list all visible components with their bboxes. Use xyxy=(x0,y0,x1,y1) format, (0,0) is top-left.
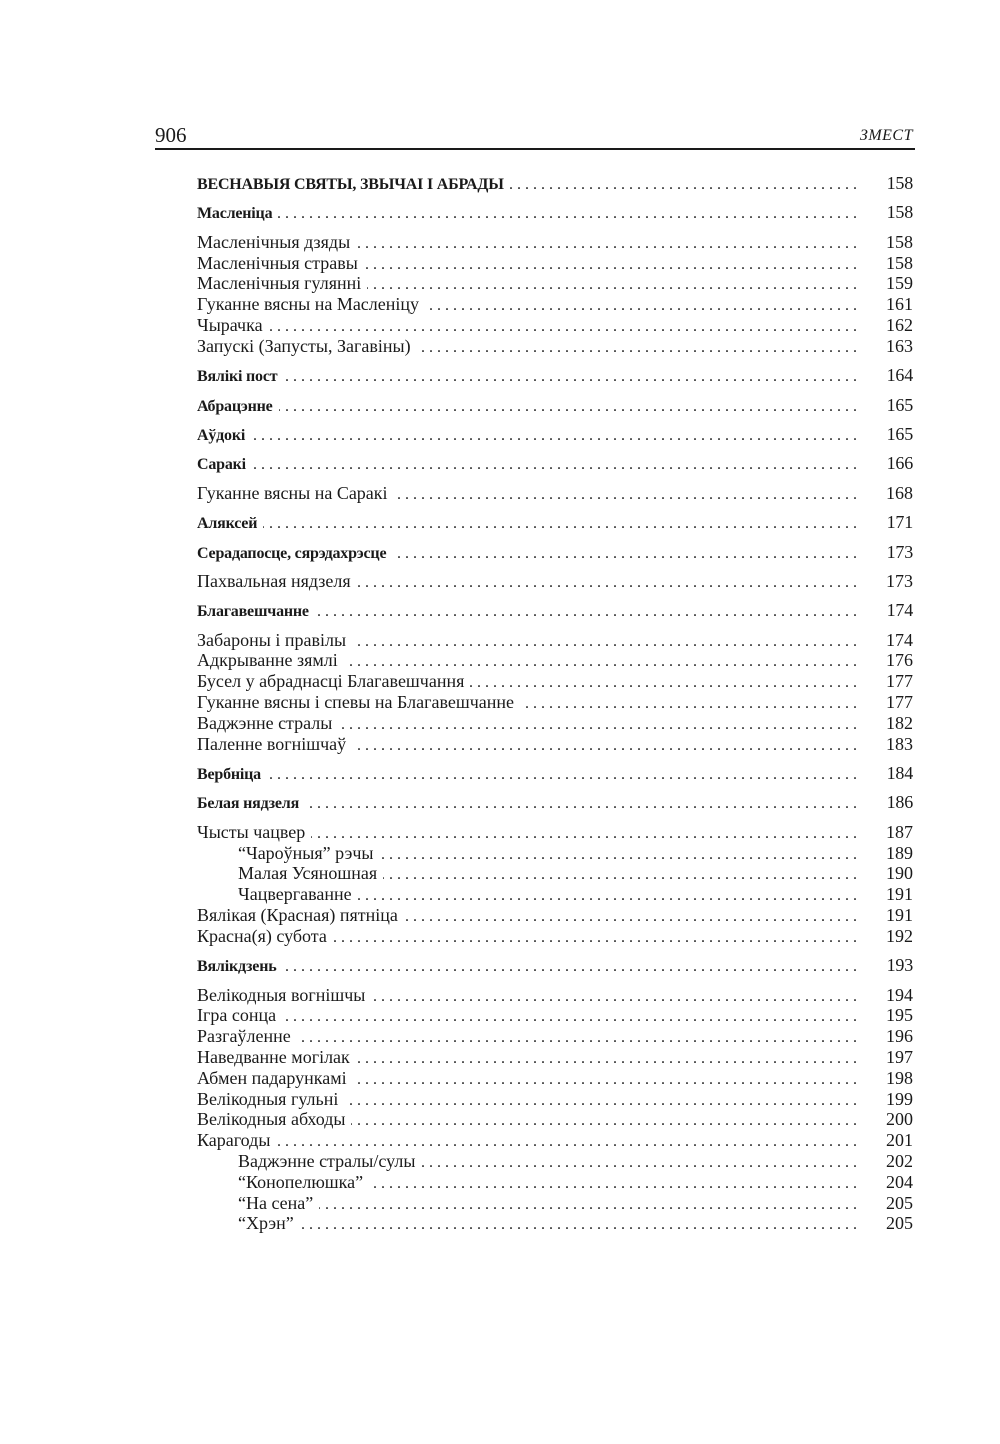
dot-leader xyxy=(380,845,858,866)
toc-entry[interactable] xyxy=(197,863,913,884)
toc-entry-title: Серадапосце, сярэдахрэсце xyxy=(197,544,387,562)
toc-entry-title: Масленічныя дзяды xyxy=(197,231,351,252)
toc-entry-title: Чысты чацвер xyxy=(197,821,306,842)
toc-entry-title: Аўдокі xyxy=(197,426,246,444)
toc-entry[interactable] xyxy=(197,453,913,474)
toc-entry[interactable] xyxy=(197,1193,913,1214)
dot-leader xyxy=(369,1174,857,1195)
toc-entry-title: Вялікая (Красная) пятніца xyxy=(197,905,398,926)
dot-leader xyxy=(394,485,857,506)
toc-entry[interactable] xyxy=(197,985,913,1006)
toc-entry-page: 198 xyxy=(886,1067,913,1088)
toc-entry-page: 193 xyxy=(886,955,913,976)
toc-entry-page: 186 xyxy=(886,792,913,813)
toc-entry-title: Масленіца xyxy=(197,205,273,223)
toc-entry[interactable] xyxy=(197,202,913,223)
toc-entry-page: 184 xyxy=(886,763,913,784)
toc-entry-page: 176 xyxy=(886,650,913,671)
toc-entry-page: 205 xyxy=(886,1213,913,1234)
toc-entry-title: Карагоды xyxy=(197,1130,271,1151)
dot-leader xyxy=(282,1007,857,1028)
dot-leader xyxy=(251,426,857,447)
toc-entry-page: 205 xyxy=(886,1192,913,1213)
toc-entry[interactable] xyxy=(197,424,913,445)
toc-entry-title: ВЕСНАВЫЯ СВЯТЫ, ЗВЫЧАІ І АБРАДЫ xyxy=(197,176,504,193)
dot-leader xyxy=(269,317,857,338)
table-of-contents xyxy=(197,173,913,1234)
toc-entry-title: Красна(я) субота xyxy=(197,925,327,946)
toc-entry-title: Абрацэнне xyxy=(197,397,273,415)
toc-entry[interactable] xyxy=(197,630,913,651)
toc-entry-page: 199 xyxy=(886,1088,913,1109)
dot-leader xyxy=(392,544,857,565)
toc-entry-title: Ваджэнне стралы/сулы xyxy=(238,1150,416,1171)
dot-leader xyxy=(276,1132,857,1153)
toc-entry[interactable] xyxy=(197,1047,913,1068)
toc-entry[interactable] xyxy=(197,1089,913,1110)
page-header xyxy=(155,122,915,150)
toc-entry-page: 159 xyxy=(886,273,913,294)
dot-leader xyxy=(356,1049,857,1070)
toc-entry-title: Велікодныя гульні xyxy=(197,1088,339,1109)
toc-entry-page: 200 xyxy=(886,1109,913,1130)
toc-entry-title: Запускі (Запусты, Загавіны) xyxy=(197,335,411,356)
dot-leader xyxy=(421,1153,857,1174)
toc-entry[interactable] xyxy=(197,273,913,294)
toc-entry[interactable] xyxy=(197,1213,913,1234)
toc-entry-page: 171 xyxy=(886,512,913,533)
toc-entry-title: Вялікі пост xyxy=(197,368,278,386)
toc-entry-page: 158 xyxy=(886,202,913,223)
dot-leader xyxy=(315,602,857,623)
toc-entry[interactable] xyxy=(197,1026,913,1047)
toc-entry[interactable] xyxy=(197,822,913,843)
toc-entry-page: 187 xyxy=(886,821,913,842)
dot-leader xyxy=(297,1028,857,1049)
dot-leader xyxy=(282,957,857,978)
toc-entry-title: Пахвальная нядзеля xyxy=(197,570,351,591)
dot-leader xyxy=(319,1195,857,1216)
dot-leader xyxy=(367,275,857,296)
dot-leader xyxy=(358,886,857,907)
dot-leader xyxy=(352,736,857,757)
toc-entry-title: Гуканне вясны на Саракі xyxy=(197,482,388,503)
toc-entry-title: Велікодныя абходы xyxy=(197,1109,346,1130)
toc-entry[interactable] xyxy=(197,1172,913,1193)
dot-leader xyxy=(356,234,857,255)
toc-entry[interactable] xyxy=(197,1068,913,1089)
toc-entry[interactable] xyxy=(197,734,913,755)
toc-entry-title: “Хрэн” xyxy=(238,1213,294,1234)
dot-leader xyxy=(470,673,857,694)
dot-leader xyxy=(353,1070,857,1091)
toc-entry-title: Наведванне могілак xyxy=(197,1046,350,1067)
dot-leader xyxy=(333,928,857,949)
toc-entry[interactable] xyxy=(197,483,913,504)
toc-entry-page: 162 xyxy=(886,314,913,335)
toc-entry-page: 191 xyxy=(886,905,913,926)
toc-entry-title: Абмен падарункамі xyxy=(197,1067,347,1088)
dot-leader xyxy=(252,455,857,476)
toc-entry-title: Бусел у абраднасці Благавешчання xyxy=(197,671,465,692)
dot-leader xyxy=(283,367,857,388)
dot-leader xyxy=(351,1111,857,1132)
toc-entry[interactable] xyxy=(197,713,913,734)
toc-entry-title: Аляксей xyxy=(197,515,258,533)
dot-leader xyxy=(383,865,857,886)
toc-entry[interactable] xyxy=(197,926,913,947)
toc-entry-title: Ваджэнне стралы xyxy=(197,712,333,733)
toc-entry[interactable] xyxy=(197,294,913,315)
running-title: ЗМЕСТ xyxy=(859,127,913,144)
toc-entry[interactable] xyxy=(197,884,913,905)
toc-entry[interactable] xyxy=(197,542,913,563)
toc-entry[interactable] xyxy=(197,1130,913,1151)
toc-entry[interactable] xyxy=(197,1005,913,1026)
toc-entry-title: Ігра сонца xyxy=(197,1005,277,1026)
toc-entry[interactable] xyxy=(197,232,913,253)
toc-entry[interactable] xyxy=(197,600,913,621)
toc-entry[interactable] xyxy=(197,843,913,864)
toc-entry-page: 164 xyxy=(886,365,913,386)
toc-entry[interactable] xyxy=(197,365,913,386)
toc-entry-title: Разгаўленне xyxy=(197,1026,291,1047)
toc-entry-page: 204 xyxy=(886,1171,913,1192)
toc-entry-page: 165 xyxy=(886,423,913,444)
toc-entry-title: Чырачка xyxy=(197,314,263,335)
toc-entry-page: 166 xyxy=(886,453,913,474)
toc-entry[interactable] xyxy=(197,763,913,784)
toc-entry[interactable] xyxy=(197,650,913,671)
toc-entry-page: 165 xyxy=(886,394,913,415)
dot-leader xyxy=(404,907,857,928)
toc-entry-title: “Конопелюшка” xyxy=(238,1171,364,1192)
toc-entry-title: Гуканне вясны і спевы на Благавешчанне xyxy=(197,692,515,713)
toc-entry-page: 158 xyxy=(886,252,913,273)
toc-entry-title: Паленне вогнішчаў xyxy=(197,733,347,754)
toc-entry-page: 158 xyxy=(886,231,913,252)
toc-entry[interactable] xyxy=(197,512,913,533)
toc-entry-page: 191 xyxy=(886,884,913,905)
dot-leader xyxy=(278,204,857,225)
dot-leader xyxy=(344,652,857,673)
dot-leader xyxy=(510,175,857,196)
toc-entry-title: Велікодныя вогнішчы xyxy=(197,984,366,1005)
toc-entry[interactable] xyxy=(197,173,913,194)
toc-entry-page: 190 xyxy=(886,863,913,884)
toc-entry[interactable] xyxy=(197,395,913,416)
toc-entry-title: Саракі xyxy=(197,456,246,474)
page-number: 906 xyxy=(155,123,187,147)
toc-entry-title: Гуканне вясны на Масленіцу xyxy=(197,294,420,315)
toc-entry[interactable] xyxy=(197,1151,913,1172)
toc-entry-title: Вербніца xyxy=(197,766,261,784)
toc-entry-page: 174 xyxy=(886,600,913,621)
toc-entry[interactable] xyxy=(197,792,913,813)
toc-entry-page: 192 xyxy=(886,925,913,946)
toc-entry-page: 177 xyxy=(886,692,913,713)
toc-entry-page: 195 xyxy=(886,1005,913,1026)
toc-entry[interactable] xyxy=(197,253,913,274)
toc-entry-title: Масленічныя гулянні xyxy=(197,273,362,294)
dot-leader xyxy=(305,794,857,815)
toc-entry[interactable] xyxy=(197,336,913,357)
toc-entry-page: 174 xyxy=(886,629,913,650)
toc-entry-title: Благавешчанне xyxy=(197,603,309,621)
toc-entry-title: “Чароўныя” рэчы xyxy=(238,842,374,863)
dot-leader xyxy=(371,987,857,1008)
toc-entry-page: 173 xyxy=(886,541,913,562)
toc-entry-title: Белая нядзеля xyxy=(197,795,300,813)
toc-entry-page: 202 xyxy=(886,1150,913,1171)
toc-entry-title: Чацвергаванне xyxy=(238,884,352,905)
dot-leader xyxy=(267,765,857,786)
toc-entry-page: 201 xyxy=(886,1130,913,1151)
dot-leader xyxy=(352,632,857,653)
toc-entry-page: 161 xyxy=(886,294,913,315)
dot-leader xyxy=(279,397,857,418)
toc-entry-page: 183 xyxy=(886,733,913,754)
toc-entry-page: 197 xyxy=(886,1046,913,1067)
toc-entry[interactable] xyxy=(197,671,913,692)
toc-entry-page: 158 xyxy=(886,173,913,193)
toc-entry[interactable] xyxy=(197,315,913,336)
toc-entry-title: Вялікдзень xyxy=(197,958,277,976)
dot-leader xyxy=(357,573,857,594)
toc-entry-title: Малая Усяношная xyxy=(238,863,378,884)
dot-leader xyxy=(425,296,857,317)
toc-entry[interactable] xyxy=(197,571,913,592)
toc-entry-page: 189 xyxy=(886,842,913,863)
toc-entry[interactable] xyxy=(197,1109,913,1130)
toc-entry-title: “На сена” xyxy=(238,1192,314,1213)
toc-entry[interactable] xyxy=(197,905,913,926)
dot-leader xyxy=(300,1215,857,1236)
dot-leader xyxy=(520,694,857,715)
dot-leader xyxy=(344,1091,857,1112)
dot-leader xyxy=(263,514,857,535)
toc-entry-page: 194 xyxy=(886,984,913,1005)
toc-entry-page: 182 xyxy=(886,712,913,733)
toc-entry-title: Масленічныя стравы xyxy=(197,252,358,273)
dot-leader xyxy=(417,338,857,359)
toc-entry-title: Адкрыванне зямлі xyxy=(197,650,338,671)
toc-entry-page: 163 xyxy=(886,335,913,356)
toc-entry-page: 168 xyxy=(886,482,913,503)
dot-leader xyxy=(364,255,857,276)
dot-leader xyxy=(338,715,857,736)
dot-leader xyxy=(311,824,857,845)
toc-entry-title: Забароны і правілы xyxy=(197,629,347,650)
toc-entry[interactable] xyxy=(197,955,913,976)
toc-entry-page: 177 xyxy=(886,671,913,692)
toc-entry[interactable] xyxy=(197,692,913,713)
toc-entry-page: 173 xyxy=(886,570,913,591)
toc-entry-page: 196 xyxy=(886,1026,913,1047)
